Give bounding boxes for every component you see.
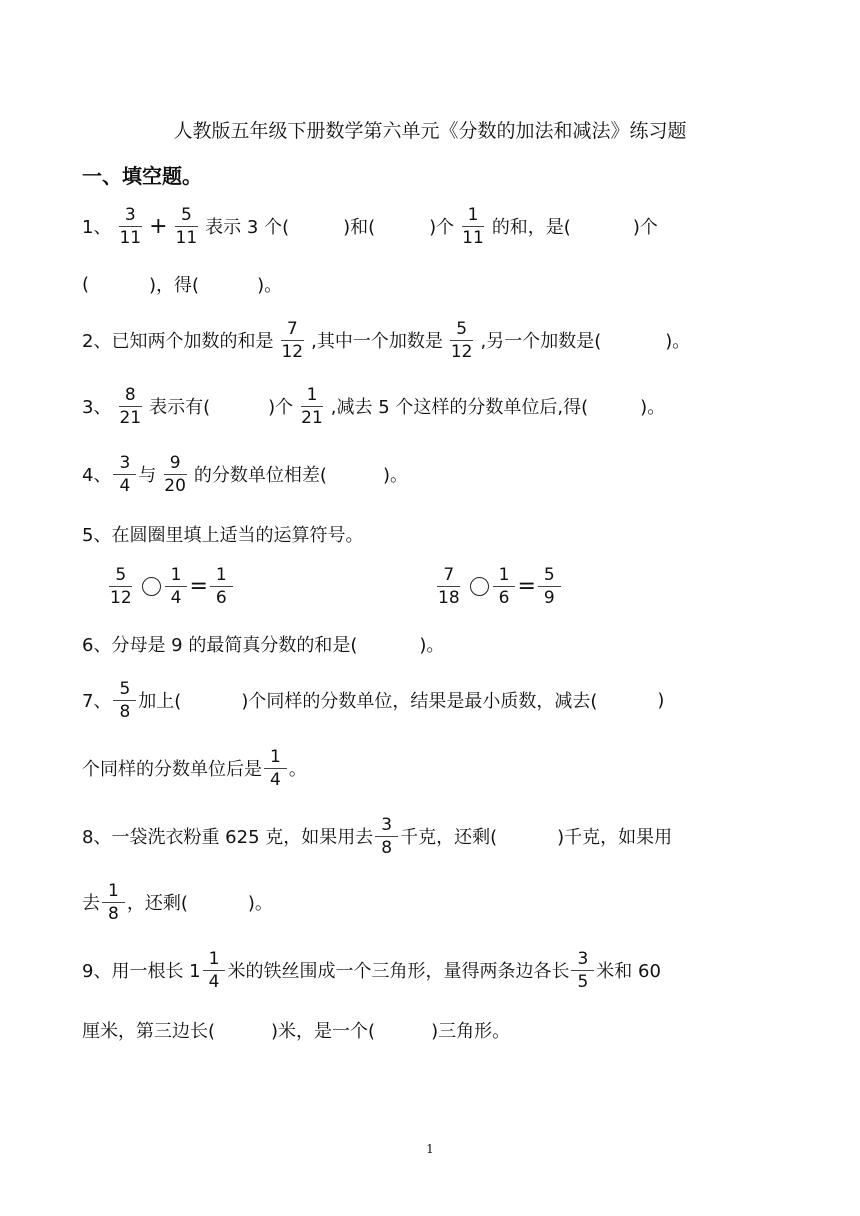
question-8-line-1 xyxy=(82,816,672,856)
question-9-line-1 xyxy=(82,950,661,990)
fraction: $\frac{5}{8}$ xyxy=(113,678,136,723)
text: ,其中一个加数是 xyxy=(311,331,443,352)
text: 表示 3 个( xyxy=(205,217,290,238)
worksheet-title: 人教版五年级下册数学第六单元《分数的加法和减法》练习题 xyxy=(173,120,687,142)
fraction: $\frac{1}{4}$ xyxy=(165,564,188,609)
question-5: 5、在圆圈里填上适当的运算符号。 xyxy=(82,525,364,546)
question-number: 3、 xyxy=(82,397,112,418)
text: )个同样的分数单位，结果是最小质数，减去( xyxy=(241,691,598,712)
text: 去 xyxy=(82,893,100,914)
fraction: $\frac{1}{8}$ xyxy=(102,880,125,925)
text: 米和 60 xyxy=(596,961,661,982)
fraction: $\frac{5}{11}$ xyxy=(175,204,198,248)
text: 厘米，第三边长( xyxy=(82,1021,216,1042)
text: ，还剩( xyxy=(126,893,188,914)
text: 8、一袋洗衣粉重 625 克，如果用去 xyxy=(82,827,374,848)
text: 表示有( xyxy=(149,397,211,418)
fraction: $\frac{5}{12}$ xyxy=(110,564,132,608)
fraction: $\frac{1}{4}$ xyxy=(203,948,226,993)
text: 9、用一根长 1 xyxy=(82,961,201,982)
text: ,另一个加数是( xyxy=(480,331,602,352)
equals-sign: = xyxy=(189,573,208,599)
text: )。 xyxy=(665,331,691,352)
text: )个 xyxy=(632,217,658,238)
equals-sign: = xyxy=(517,573,536,599)
question-7-line-1 xyxy=(82,680,664,720)
question-number: 7、 xyxy=(82,691,112,712)
question-8-line-2 xyxy=(82,882,273,922)
text: ) xyxy=(657,689,665,711)
text: )千克，如果用 xyxy=(557,827,673,848)
question-1-line-1 xyxy=(82,206,658,246)
fraction: $\frac{1}{6}$ xyxy=(210,564,233,609)
text: )。 xyxy=(640,397,666,418)
section-heading: 一、填空题。 xyxy=(82,164,202,188)
text: 。 xyxy=(288,759,307,780)
operator-circle[interactable] xyxy=(470,577,489,596)
fraction: $\frac{3}{8}$ xyxy=(375,814,398,859)
page-number: 1 xyxy=(426,1142,434,1156)
question-9-line-2 xyxy=(82,1010,510,1050)
text: )和( xyxy=(343,217,376,238)
text: 与 xyxy=(138,465,157,486)
fraction: $\frac{1}{11}$ xyxy=(462,204,484,248)
text: 千克，还剩( xyxy=(400,827,498,848)
operator-circle[interactable] xyxy=(142,577,161,596)
question-5-expression-a xyxy=(102,566,235,606)
text: 的和，是( xyxy=(491,217,571,238)
text: )。 xyxy=(382,465,408,486)
text: )米，是一个( xyxy=(271,1021,376,1042)
fraction: $\frac{1}{4}$ xyxy=(264,746,287,791)
text: )。 xyxy=(257,275,283,296)
plus-sign: + xyxy=(149,213,168,239)
text: )。 xyxy=(419,635,445,656)
question-1-line-2 xyxy=(82,264,282,304)
question-5-expression-b xyxy=(430,566,563,606)
question-2 xyxy=(82,320,690,360)
text: 个同样的分数单位后是 xyxy=(82,759,262,780)
fraction: $\frac{5}{9}$ xyxy=(538,564,561,609)
text: 2、已知两个加数的和是 xyxy=(82,331,274,352)
text: 加上( xyxy=(138,691,182,712)
fraction: $\frac{1}{6}$ xyxy=(493,564,516,609)
text: )个 xyxy=(268,397,294,418)
question-4 xyxy=(82,454,408,494)
fraction: $\frac{5}{12}$ xyxy=(450,318,473,362)
text: )。 xyxy=(247,893,273,914)
fraction: $\frac{3}{11}$ xyxy=(119,204,142,248)
fraction: $\frac{8}{21}$ xyxy=(119,384,142,428)
question-6 xyxy=(82,624,444,664)
question-number: 1、 xyxy=(82,217,112,238)
text: 米的铁丝围成一个三角形，量得两条边各长 xyxy=(227,961,570,982)
question-3 xyxy=(82,386,665,426)
question-7-line-2 xyxy=(82,748,307,788)
fraction: $\frac{7}{12}$ xyxy=(281,318,304,362)
question-number: 4、 xyxy=(82,465,112,486)
text: )，得( xyxy=(149,275,200,296)
text: ,减去 5 个这样的分数单位后,得( xyxy=(330,397,589,418)
text: )三角形。 xyxy=(431,1021,511,1042)
text: )个 xyxy=(429,217,455,238)
text: 的分数单位相差( xyxy=(193,465,327,486)
fraction: $\frac{9}{20}$ xyxy=(164,452,186,496)
fraction: $\frac{3}{5}$ xyxy=(571,948,594,993)
text: ( xyxy=(82,273,90,295)
fraction: $\frac{3}{4}$ xyxy=(113,452,136,497)
fraction: $\frac{1}{21}$ xyxy=(301,384,323,428)
text: 6、分母是 9 的最简真分数的和是( xyxy=(82,635,358,656)
fraction: $\frac{7}{18}$ xyxy=(438,564,460,608)
